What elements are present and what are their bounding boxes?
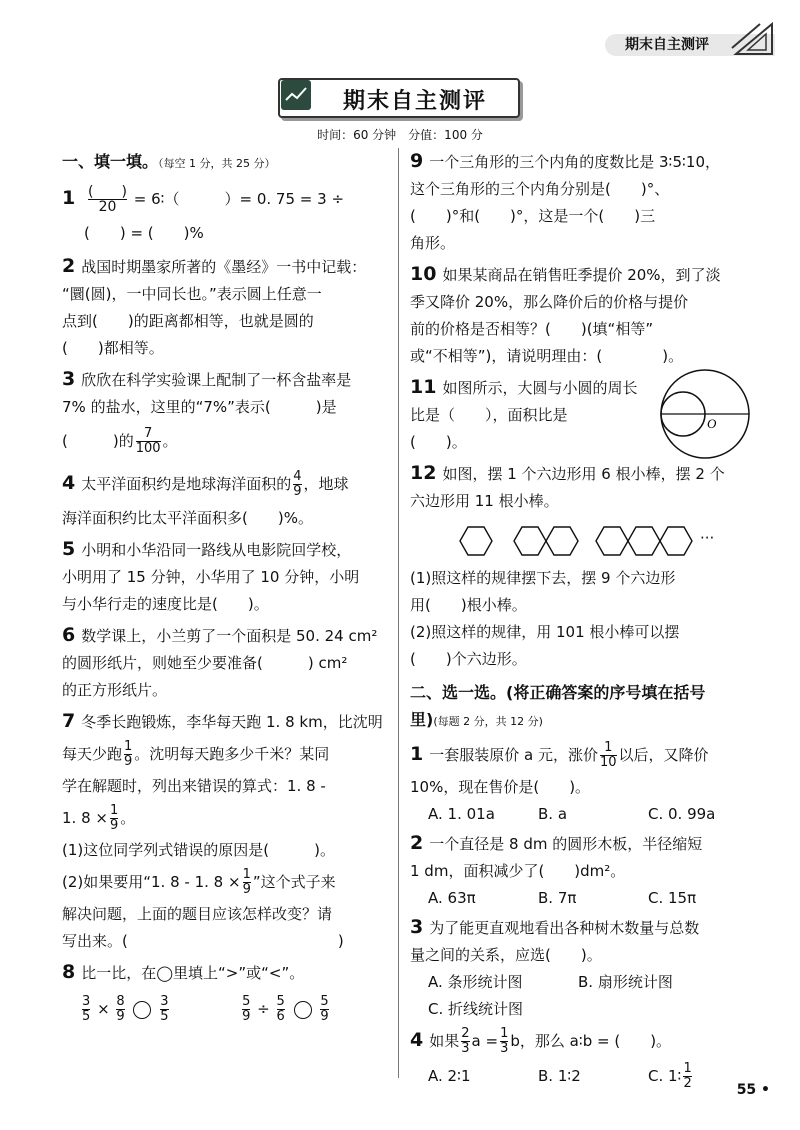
compare-circle [133,1001,151,1019]
right-column [410,148,772,1091]
question-12: 12 如图，摆 1 个六边形用 6 根小棒，摆 2 个 六边形用 11 根小棒。 ··· (1)照这样的规律摆下去，摆 9 个六边形 用( )根小棒。 (2)照这样的规律，用 101 根小棒可以摆 ( )个六边形。 [410,460,772,673]
choice-2: 2 一个直径是 8 dm 的圆形木板，半径缩短 1 dm，面积减少了( )dm²。 A. 63π B. 7π C. 15π [410,832,703,907]
section1-heading: 一、填一填。（每空 1 分，共 25 分） [62,152,276,171]
chart-icon [281,80,311,110]
choice-3: 3 为了能更直观地看出各种树木数量与总数 量之间的关系，应选( )。 A. 条形统计图 B. 扇形统计图 C. 折线统计图 [410,916,700,1018]
question-2: 2 战国时期墨家所著的《墨经》一书中记载： “圜(圆)，一中同长也。”表示圆上任意一 点到( )的距离都相等，也就是圆的 ( )都相等。 [62,255,367,357]
left-column [62,148,392,1024]
header-tab: 期末自主测评 [605,34,775,56]
choice-1: 1 一套服装原价 a 元，涨价 $\frac{1}{10}$ 以后，又降价 10%，现在售价是( )。 A. 1. 01a B. a C. 0. 99a [410,740,716,823]
hexagon-figure: ··· [410,521,772,565]
circles-figure [655,368,755,460]
question-6: 6 数学课上，小兰剪了一个面积是 50. 24 cm² 的圆形纸片，则她至少要准备( ) cm² 的正方形纸片。 [62,624,378,699]
question-1: 1 $\frac{( )}{20}$ = 6∶（ ）= 0. 75 = 3 ÷ ( ) = ( )% [62,184,345,242]
question-3: 3 欣欣在科学实验课上配制了一杯含盐率是 7% 的盐水，这里的“7%”表示( )是 ( )的 $\frac{7}{100}$ 。 [62,368,352,456]
ruler-triangle-icon [730,20,778,56]
question-4: 4 太平洋面积约是地球海洋面积的 $\frac{4}{9}$ ，地球 海洋面积约比太平洋面积多( )%。 [62,469,349,527]
exam-meta: 时间：60 分钟 分值：100 分 [317,128,483,142]
column-divider [398,148,399,1078]
question-8: 8 比一比，在◯里填上“>”或“<”。 $\frac{3}{5}$ × $\frac{8}{9}$ $\frac{3}{5}$ $\frac{5}{9}$ ÷ $\frac{5}{6}$ $\frac{5}{9}$ [62,961,329,1024]
svg-text:O: O [707,416,717,431]
question-10: 10 如果某商品在销售旺季提价 20%，到了淡 季又降价 20%，那么降价后的价格与提价 前的价格是否相等？( )(填“相等” 或“不相等”)，请说明理由：( )。 [410,263,721,365]
question-7: 7 冬季长跑锻炼，李华每天跑 1. 8 km，比沈明 每天少跑 $\frac{1}{9}$ 。沈明每天跑多少千米？某同 学在解题时，列出来错误的算式：1. 8 - 1. 8 × $\frac{1}{9}$ 。 (1)这位同学列式错误的原因是( )。 (2)如果要用“1. 8 - 1. 8 × $\frac{1}{9}$ ”这个式子来 解决问题，上面的题目应该怎样改变？请 写出来。( ) [62,710,383,950]
choice-4: 4 如果 $\frac{2}{3}$ a = $\frac{1}{3}$ b，那么 a∶b = ( )。 A. 2∶1 B. 1∶2 C. 1∶ $\frac{1}{2}$ [410,1026,692,1091]
question-9: 9 一个三角形的三个内角的度数比是 3∶5∶10， 这个三角形的三个内角分别是( )°、 ( )°和( )°，这是一个( )三 角形。 [410,150,720,252]
question-5: 5 小明和小华沿同一路线从电影院回学校， 小明用了 15 分钟，小华用了 10 分钟，小明 与小华行走的速度比是( )。 [62,538,360,613]
page-title: 期末自主测评 [342,89,487,114]
compare-circle [294,1001,312,1019]
question-11: 11 如图所示，大圆与小圆的周长 比是（ ），面积比是 ( )。 O [410,374,772,456]
page-number: 55 • [736,1082,770,1098]
section2-heading: 二、选一选。(将正确答案的序号填在括号 里)(每题 2 分，共 12 分) [410,683,706,729]
